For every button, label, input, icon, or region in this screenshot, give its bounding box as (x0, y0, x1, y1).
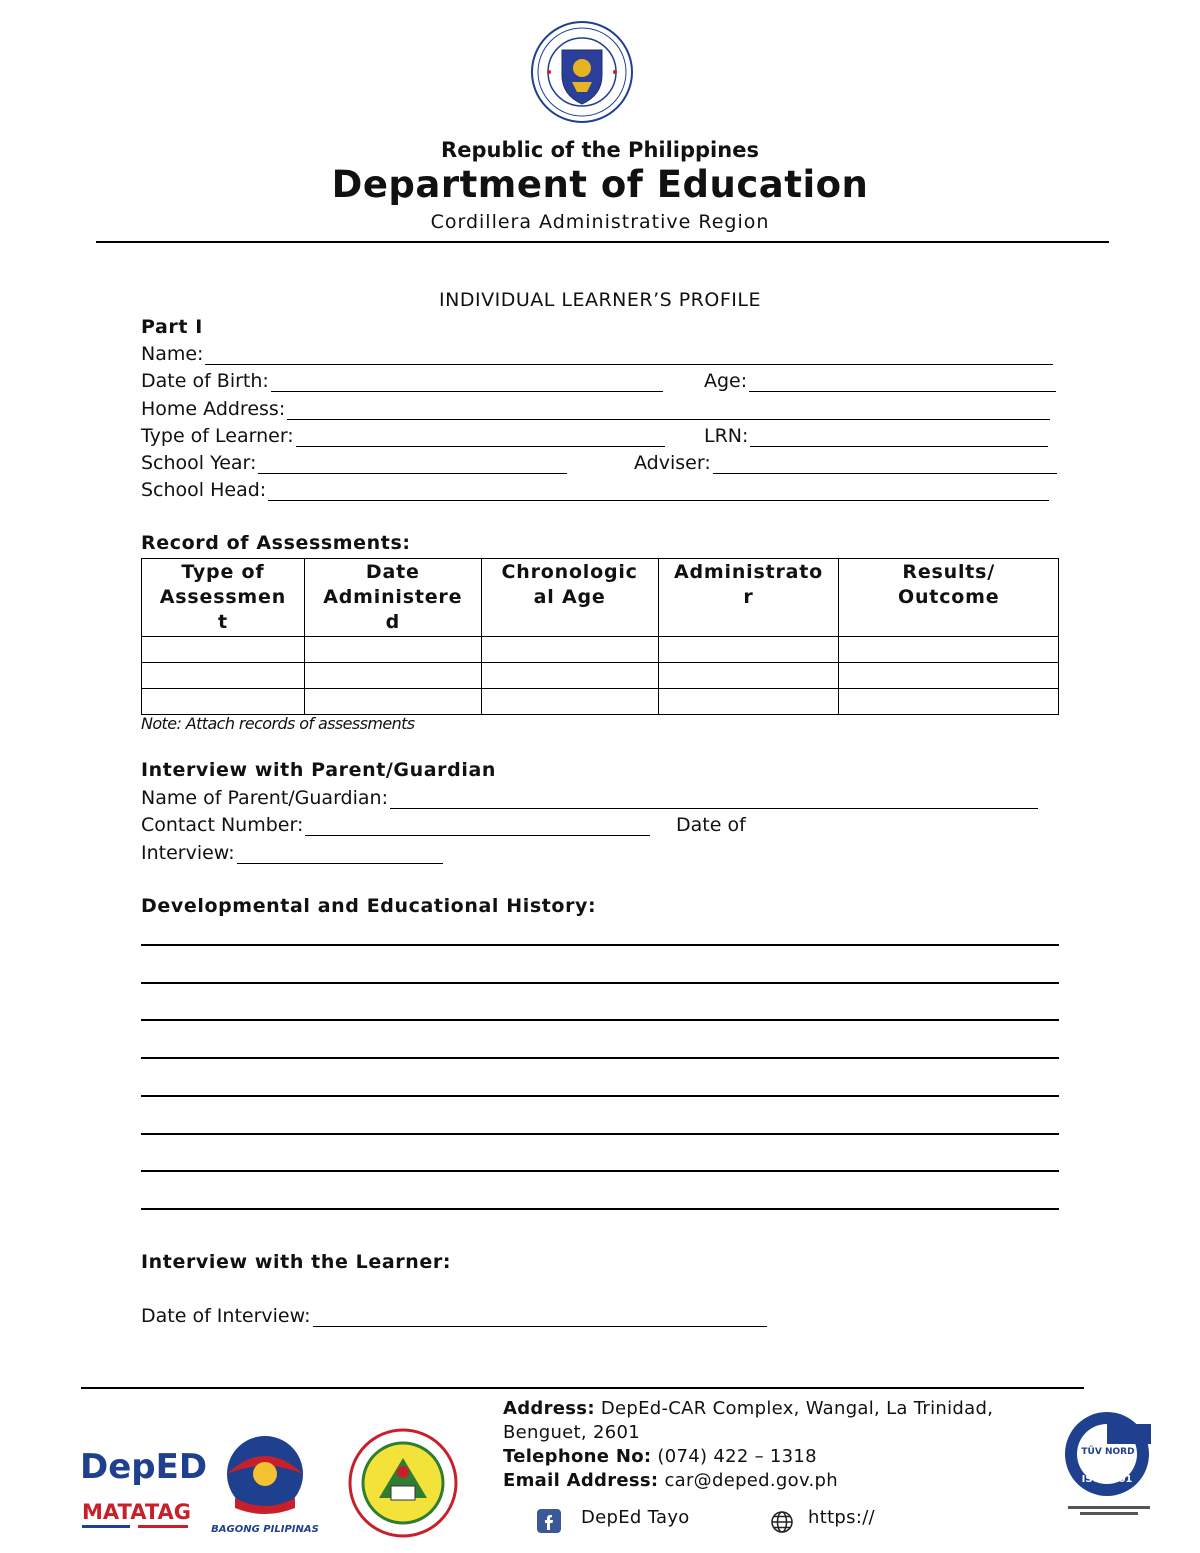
table-cell[interactable] (481, 663, 658, 689)
adviser-label: Adviser: (634, 452, 711, 474)
table-cell[interactable] (304, 637, 481, 663)
age-label: Age: (704, 370, 748, 392)
col-chronological-age: Chronologic al Age (481, 559, 658, 637)
table-row[interactable] (142, 689, 1059, 715)
deped-seal (527, 20, 637, 125)
header-divider (96, 241, 1109, 243)
iso-text: ISO 9001 (1081, 1474, 1133, 1485)
footer-divider (81, 1387, 1084, 1389)
bagong-pilipinas-logo (205, 1428, 325, 1536)
name-field[interactable] (141, 343, 1053, 365)
table-cell[interactable] (658, 663, 839, 689)
learner-interview-date-field[interactable] (141, 1305, 767, 1327)
address-label: Address: (503, 1398, 595, 1419)
globe-icon[interactable] (770, 1510, 794, 1534)
table-cell[interactable] (839, 637, 1059, 663)
table-cell[interactable] (839, 689, 1059, 715)
table-cell[interactable] (142, 689, 305, 715)
table-cell[interactable] (481, 637, 658, 663)
school-year-label: School Year: (141, 452, 257, 474)
table-cell[interactable] (481, 689, 658, 715)
table-cell[interactable] (142, 663, 305, 689)
history-line[interactable] (141, 1095, 1059, 1097)
car-seal-logo (344, 1428, 462, 1538)
dob-label: Date of Birth: (141, 370, 269, 392)
history-line[interactable] (141, 944, 1059, 946)
table-header-row (142, 559, 1059, 637)
iso-certification-logo (1060, 1410, 1160, 1520)
school-year-field[interactable] (141, 452, 567, 474)
table-cell[interactable] (839, 663, 1059, 689)
facebook-link[interactable]: DepEd Tayo (581, 1507, 690, 1528)
home-address-label: Home Address: (141, 398, 286, 420)
dob-field[interactable] (141, 370, 663, 392)
adviser-field[interactable] (634, 452, 1057, 474)
history-line[interactable] (141, 1057, 1059, 1059)
history-line[interactable] (141, 1208, 1059, 1210)
school-head-label: School Head: (141, 479, 267, 501)
email-value[interactable]: car@deped.gov.ph (664, 1470, 838, 1491)
contact-number-label: Contact Number: (141, 814, 304, 836)
matatag-logo-text: MATATAG (82, 1500, 192, 1524)
col-date-administered: Date Administere d (304, 559, 481, 637)
name-label: Name: (141, 343, 204, 365)
phone-label: Telephone No: (503, 1446, 652, 1467)
table-cell[interactable] (304, 663, 481, 689)
home-address-field[interactable] (141, 398, 1050, 420)
assessments-heading: Record of Assessments: (141, 532, 411, 554)
facebook-icon[interactable] (537, 1509, 561, 1533)
table-cell[interactable] (304, 689, 481, 715)
interview-date-label: Interview: (141, 842, 235, 864)
col-administrator: Administrato r (658, 559, 839, 637)
type-of-learner-label: Type of Learner: (141, 425, 294, 447)
contact-number-field[interactable] (141, 814, 650, 836)
age-field[interactable] (704, 370, 1056, 392)
part-heading: Part I (141, 316, 203, 338)
history-line[interactable] (141, 982, 1059, 984)
department-heading: Department of Education (331, 163, 869, 206)
bagong-pilipinas-text: BAGONG PILIPINAS (211, 1524, 319, 1535)
deped-logo-text: DepED (80, 1447, 208, 1487)
lrn-field[interactable] (704, 425, 1048, 447)
col-results-outcome: Results/ Outcome (839, 559, 1059, 637)
date-of-label: Date of (676, 814, 746, 836)
table-row[interactable] (142, 637, 1059, 663)
lrn-label: LRN: (704, 425, 749, 447)
address-value-2: Benguet, 2601 (503, 1422, 640, 1443)
interview-date-field[interactable] (141, 842, 443, 864)
history-line[interactable] (141, 1133, 1059, 1135)
table-cell[interactable] (658, 689, 839, 715)
history-heading: Developmental and Educational History: (141, 895, 597, 917)
parent-interview-heading: Interview with Parent/Guardian (141, 759, 496, 781)
deped-matatag-logo (80, 1432, 208, 1532)
assessment-table (141, 558, 1059, 715)
school-head-field[interactable] (141, 479, 1049, 501)
history-line[interactable] (141, 1170, 1059, 1172)
table-cell[interactable] (142, 637, 305, 663)
phone-value: (074) 422 – 1318 (657, 1446, 817, 1467)
website-link[interactable]: https:// (808, 1507, 875, 1528)
email-line (503, 1470, 838, 1491)
phone-line (503, 1446, 817, 1467)
address-value: DepEd-CAR Complex, Wangal, La Trinidad, (600, 1398, 994, 1419)
email-label: Email Address: (503, 1470, 659, 1491)
republic-heading: Republic of the Philippines (441, 138, 759, 162)
parent-name-field[interactable] (141, 787, 1038, 809)
address-line (503, 1398, 993, 1419)
assessment-note: Note: Attach records of assessments (141, 714, 415, 733)
region-heading: Cordillera Administrative Region (430, 211, 770, 233)
col-type-of-assessment: Type of Assessmen t (142, 559, 305, 637)
form-title: INDIVIDUAL LEARNER’S PROFILE (439, 289, 761, 311)
learner-interview-date-label: Date of Interview: (141, 1305, 311, 1327)
tuv-text: TÜV NORD (1081, 1447, 1135, 1457)
table-cell[interactable] (658, 637, 839, 663)
history-line[interactable] (141, 1019, 1059, 1021)
learner-interview-heading: Interview with the Learner: (141, 1251, 452, 1273)
type-of-learner-field[interactable] (141, 425, 665, 447)
table-row[interactable] (142, 663, 1059, 689)
parent-name-label: Name of Parent/Guardian: (141, 787, 388, 809)
